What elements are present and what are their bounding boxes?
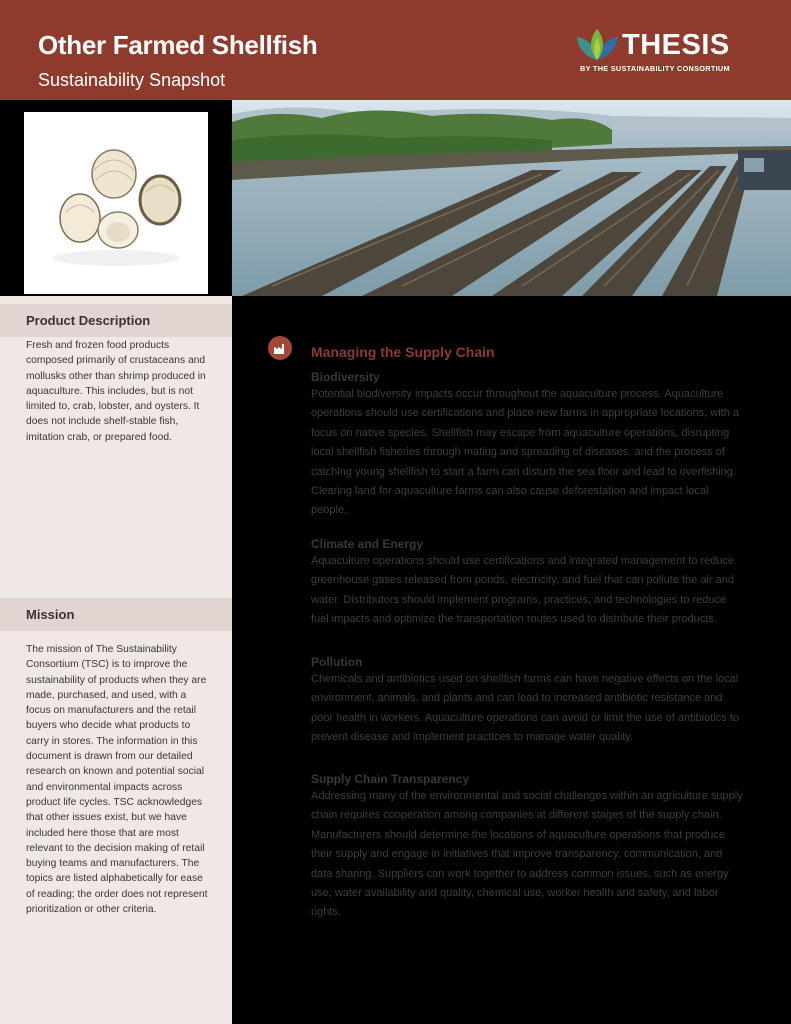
- topic-text-supply-chain-transparency: Addressing many of the environmental and social challenges within an agriculture supply chain requires cooperation among companies at different stages of the supply chain. Manufacturers should determine the locations of aquaculture operations that produce their supply and engage in initiatives that improve transparency, communication, and data sharing. Suppliers can work together to address common issues, such as energy use, water availability and quality, chemical use, worker health and safety, and labor rights.: [311, 790, 743, 919]
- logo-tagline: BY THE SUSTAINABILITY CONSORTIUM: [580, 64, 730, 73]
- product-description-heading-text: Product Description: [26, 313, 151, 328]
- topic-text-climate-energy: Aquaculture operations should use certifications and integrated management to reduce greenhouse gases released from ponds, electricity, and fuel that can pollute the air and water. Distributors should implement programs, practices, and technologies to reduce fuel impacts and optimize the transportation routes used to distribute their products.: [311, 555, 735, 626]
- topic-text-pollution: Chemicals and antibiotics used on shellfish farms can have negative effects on the local environment, animals, and plants and can lead to increased antibiotic resistance and poor health in workers. Aquaculture operations can avoid or limit the use of antibiotics to prevent disease and implement practices to manage water quality.: [311, 673, 740, 744]
- header-banner: [0, 0, 791, 100]
- topic-text-biodiversity: Potential biodiversity impacts occur throughout the aquaculture process. Aquaculture operations should use certifications and place new farms in appropriate locations, with a focus on native species. Shellfish may escape from aquaculture operations, disrupting local shellfish fisheries through mating and spreading of diseases, and the process of catching young shellfish to start a farm can disturb the sea floor and lead to overfishing. Clearing land for aquaculture farms can also cause deforestation and impact local people.: [311, 388, 740, 517]
- factory-icon: [268, 336, 292, 360]
- document-subtitle: Sustainability Snapshot: [38, 70, 226, 90]
- product-description-text: Fresh and frozen food products composed primarily of crustaceans and mollusks other than shrimp produced in aquaculture. This includes, but is not limited to, crab, lobster, and oysters. It does not include shelf-stable fish, imitation crab, or prepared food.: [26, 340, 206, 443]
- sidebar: [0, 296, 232, 1024]
- logo-wordmark: THESIS: [622, 29, 730, 61]
- product-photo-panel: [0, 100, 232, 296]
- thesis-logo: [576, 27, 746, 77]
- mission-text: The mission of The Sustainability Consortium (TSC) is to improve the sustainability of products when they are made, purchased, and used, with a focus on manufacturers and the retail buyers who decide what products to carry in stores. The information in this document is drawn from our detailed research on known and potential social and environmental impacts across product life cycles. TSC acknowledges that other issues exist, but we have included here those that are most relevant to the decision making of retail buying teams and manufacturers. The topics are listed alphabetically for ease of reading; the order does not represent prioritization or other criteria.: [26, 644, 208, 916]
- mission-heading-text: Mission: [26, 607, 75, 622]
- topic-title-pollution: Pollution: [311, 655, 363, 669]
- topic-title-climate-energy: Climate and Energy: [311, 537, 424, 551]
- section-title: Managing the Supply Chain: [311, 344, 495, 360]
- topic-title-supply-chain-transparency: Supply Chain Transparency: [311, 772, 470, 786]
- oyster-farm-photo: [232, 100, 791, 296]
- mission-heading: [0, 598, 232, 631]
- clam-photo: [24, 112, 208, 294]
- leaf-logo-icon: [576, 27, 620, 63]
- product-description-heading: [0, 304, 232, 337]
- topic-title-biodiversity: Biodiversity: [311, 370, 380, 384]
- document-title: Other Farmed Shellfish: [38, 30, 318, 60]
